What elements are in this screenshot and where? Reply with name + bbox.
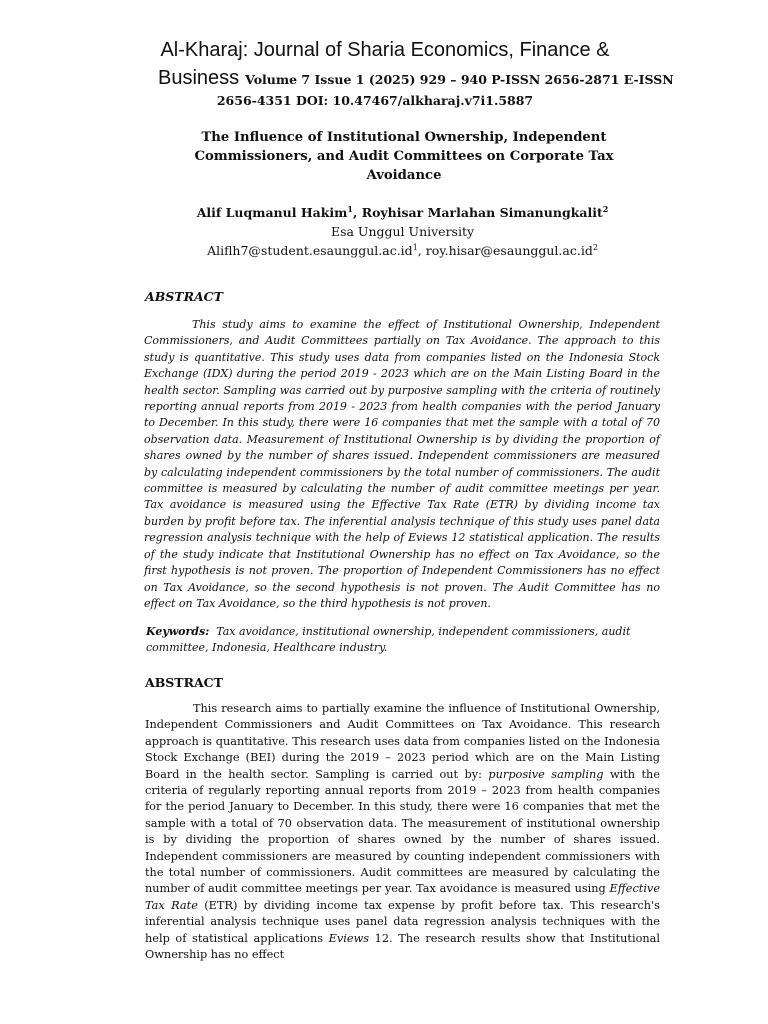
author-email: Aliflh7@student.esaunggul.ac.id (207, 243, 413, 258)
abstract-emphasis: Eviews (328, 931, 370, 945)
affiliation: Esa Unggul University (330, 224, 475, 239)
abstract-emphasis: Effective Tax Rate (145, 882, 660, 912)
keywords (146, 624, 636, 655)
abstract-text-segment: (ETR) by dividing income tax expense by profit before tax. This research's inferential analysis technique uses panel data regression analysis techniques with the help of statistical applications (145, 898, 660, 945)
abstract-emphasis: purposive sampling (488, 767, 604, 781)
volume-issn-info: Volume 7 Issue 1 (2025) 929 – 940 P-ISSN 2656-2871 E-ISSN (245, 72, 674, 87)
author-names (150, 203, 655, 222)
author-name: Alif Luqmanul Hakim (196, 205, 348, 220)
affiliation-marker: 2 (592, 243, 598, 252)
abstract-text-segment: 12. The research results show that Institutional Ownership has no effect (145, 931, 660, 962)
email-separator: , (417, 243, 426, 258)
author-separator: , (352, 205, 362, 220)
journal-meta-line (158, 64, 674, 94)
affiliation-marker: 2 (602, 204, 609, 214)
journal-name-continued: Business (158, 67, 240, 89)
title-line: Commissioners, and Audit Committees on Corporate Tax (194, 149, 614, 164)
author-block (150, 203, 655, 260)
keywords-text: Tax avoidance, institutional ownership, independent commissioners, audit committee, Indonesia, Healthcare industry. (146, 625, 631, 654)
abstract-text-segment: with the criteria of regularly reporting annual reports from 2019 – 2023 from health companies for the period January to December. In this study, there were 16 companies that met the sample with a total of 70 observation data. The measurement of institutional ownership is by dividing the proportion of shares owned by the number of shares issued. Independent commissioners are measured by counting independent commissioners with the total number of commissioners. Audit committees are measured by calculating the number of audit committee meetings per year. Tax avoidance is measured using (145, 767, 661, 896)
title-line: Avoidance (366, 168, 442, 183)
abstract-text-translated (145, 701, 660, 964)
journal-header (150, 36, 674, 110)
author-name: Royhisar Marlahan Simanungkalit (361, 205, 603, 220)
author-emails (150, 241, 655, 260)
journal-name: Al-Kharaj: Journal of Sharia Economics, Finance & (160, 39, 610, 61)
abstract-heading-translated: ABSTRACT (145, 675, 223, 690)
issn-doi-info: 2656-4351 DOI: 10.47467/alkharaj.v7i1.5887 (216, 93, 534, 108)
affiliation-marker: 1 (412, 243, 418, 252)
author-email: roy.hisar@esaunggul.ac.id (425, 243, 593, 258)
abstract-text: This study aims to examine the effect of Institutional Ownership, Independent Commissioners, and Audit Committees partially on Tax Avoidance. The approach to this study is quantitative. This study uses data from companies listed on the Indonesia Stock Exchange (IDX) during the period 2019 - 2023 which are on the Main Listing Board in the health sector. Sampling was carried out by purposive sampling with the criteria of routinely reporting annual reports from 2019 - 2023 from health companies with the period January to December. In this study, there were 16 companies that met the sample with a total of 70 observation data. Measurement of Institutional Ownership is by dividing the proportion of shares owned by the number of shares issued. Independent commissioners are measured by calculating independent commissioners by the total number of commissioners. The audit committee is measured by calculating the number of audit committee meetings per year. Tax avoidance is measured using the Effective Tax Rate (ETR) by dividing income tax burden by profit before tax. The inferential analysis technique of this study uses panel data regression analysis technique with the help of Eviews 12 statistical application. The results of the study indicate that Institutional Ownership has no effect on Tax Avoidance, so the first hypothesis is not proven. The proportion of Independent Commissioners has no effect on Tax Avoidance, so the second hypothesis is not proven. The Audit Committee has no effect on Tax Avoidance, so the third hypothesis is not proven. (144, 318, 660, 610)
keywords-label: Keywords: (146, 625, 210, 638)
affiliation-marker: 1 (347, 204, 353, 214)
title-line: The Influence of Institutional Ownership, Independent (201, 130, 607, 145)
abstract-text-segment: This research aims to partially examine the influence of Institutional Ownership, Independent Commissioners and Audit Committees on Tax Avoidance. This research approach is quantitative. This research uses data from companies listed on the Indonesia Stock Exchange (BEI) during the 2019 – 2023 period which are on the Main Listing Board in the health sector. Sampling is carried out by: (145, 702, 660, 781)
paper-title (180, 128, 628, 185)
abstract-heading: ABSTRACT (145, 289, 223, 304)
